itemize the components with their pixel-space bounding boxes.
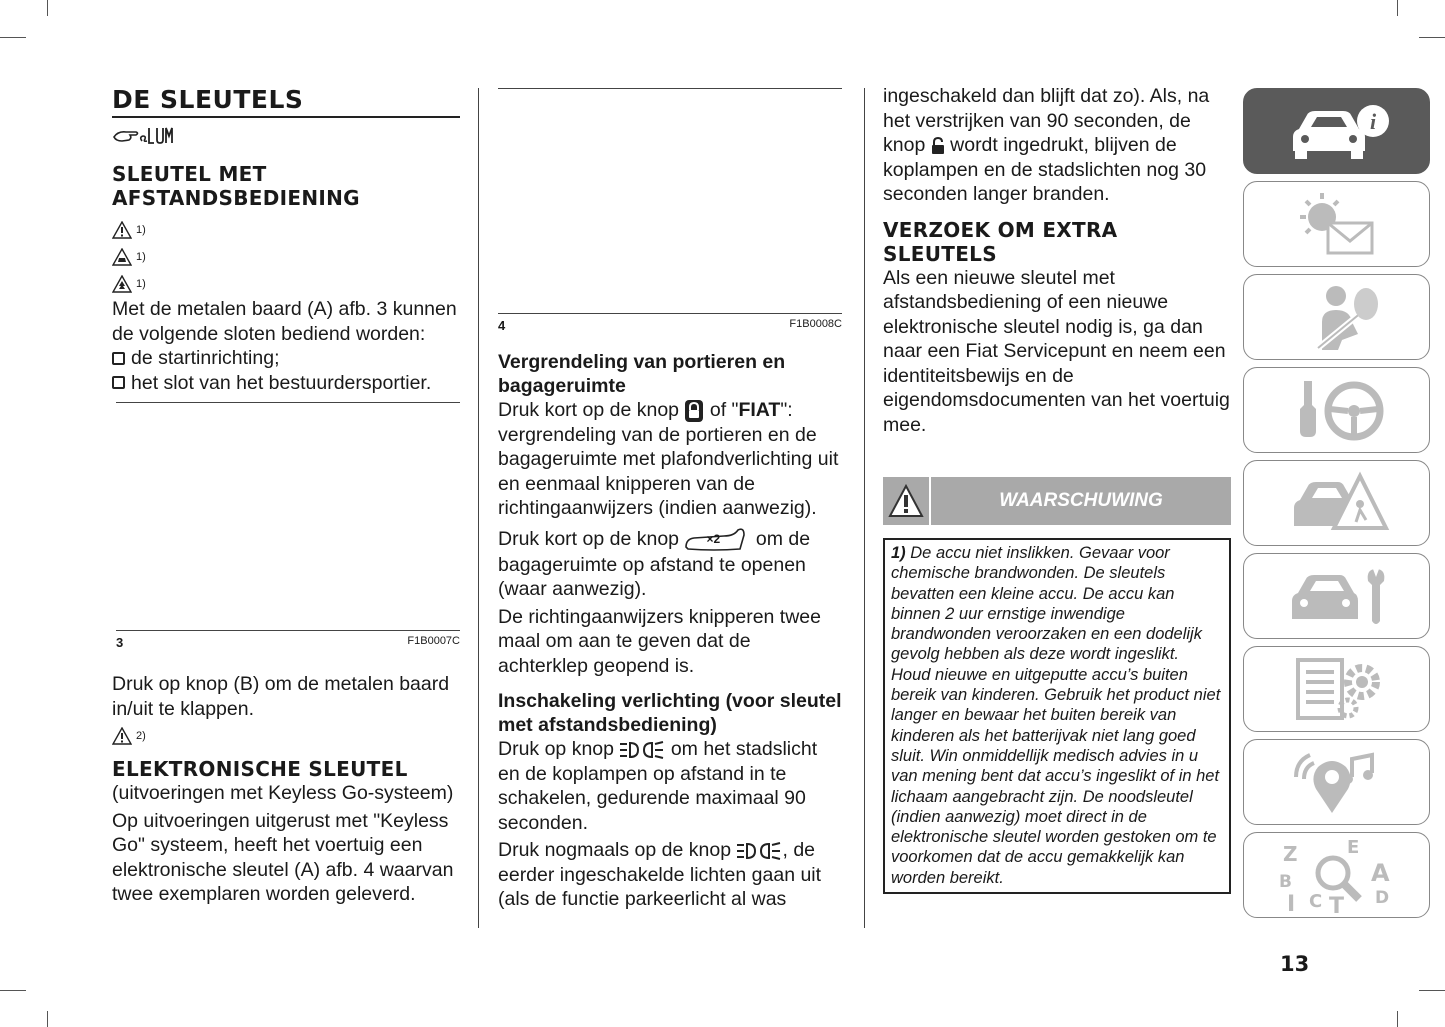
continued-paragraph: ingeschakeld dan blijft dat zo). Als, na het verstrijken van 90 seconden, de knop wordt ingedrukt, blijven de koplampen en de stadslichten nog 30 seconden langer branden. [883,85,1210,205]
crop-mark [0,37,26,38]
index-icon [1277,835,1397,915]
crop-mark [1419,990,1445,991]
crop-mark [1397,1011,1398,1027]
column-2 [498,84,842,912]
index-letter: B [1278,872,1292,892]
index-letter: E [1346,837,1359,858]
column-3 [883,84,1231,894]
maintenance-icon [1282,561,1392,631]
index-letter: I [1286,892,1295,915]
page-title: DE SLEUTELS [112,86,460,118]
list-item: het slot van het bestuurdersportier. [112,371,460,396]
index-letter: T [1328,894,1344,915]
tab-technical-data[interactable] [1243,646,1430,732]
chapter-tabs [1243,88,1430,925]
environment-warning-triangle-icon [112,275,132,293]
checkbox-bullet-icon [112,352,125,365]
warning-reference: 1) [112,266,460,293]
checkbox-bullet-icon [112,376,125,389]
warning-reference: 2) [112,721,460,745]
lock-subtitle: Vergrendeling van portieren en bagageruimte [498,351,786,397]
lights-paragraph-1: Druk op knop om het stadslicht en de koplampen op afstand in te schakelen, gedurende maximaal 90 seconden. [498,738,818,834]
headlight-button-icon [736,840,782,862]
crop-mark [47,1011,48,1027]
extra-keys-paragraph: Als een nieuwe sleutel met afstandsbediening of een nieuwe elektronische sleutel nodig is, ga dan naar een Fiat Servicepunt en neem een identiteitsbewijs en de eigendomsdocumenten van het voertuig mee. [883,266,1230,436]
figure-4-caption: 4 F1B0008C [498,318,842,333]
crop-mark [1419,37,1445,38]
headlight-button-icon [619,739,665,761]
index-letter: A [1370,859,1390,887]
lock-button-icon [684,399,704,423]
tab-maintenance[interactable] [1243,553,1430,639]
keyless-paragraph: Op uitvoeringen uitgerust met "Keyless Go" systeem, heeft het voertuig een elektronische sleutel (A) afb. 4 waarvan twee exemplaren worden geleverd. [112,809,454,905]
figure-3-area [116,402,460,630]
index-letter: D [1374,888,1389,908]
section-title-electronic-key: ELEKTRONISCHE SLEUTEL [112,757,408,781]
tab-multimedia[interactable] [1243,739,1430,825]
intro-paragraph: Met de metalen baard (A) afb. 3 kunnen de volgende sloten bediend worden: [112,298,457,345]
starting-driving-icon [1282,375,1392,445]
figure-3-caption: 3 F1B0007C [116,630,460,650]
column-1 [112,84,460,907]
lights-paragraph-2: Druk nogmaals op de knop , de eerder ingeschakelde lichten gaan uit (als de functie parkeerlicht al was [498,839,822,911]
warning-lights-icon [1282,189,1392,259]
trunk-paragraph: Druk kort op de knop ×2 om de bagageruimte op afstand te openen (waar aanwezig). [498,528,811,601]
warning-reference: 1) [112,212,460,239]
crop-mark [1397,0,1398,16]
tab-index[interactable] [1243,832,1430,918]
car-info-icon [1277,101,1397,161]
tab-warning-lights[interactable] [1243,181,1430,267]
column-divider [864,88,865,928]
page-number: 13 [1280,952,1310,976]
lock-paragraph: Druk kort op de knop of "FIAT": vergrendeling van de portieren en de bagageruimte met plafondverlichting uit en eenmaal knipperen van de richtingaanwijzers (indien aanwezig). [498,399,839,520]
section-title-extra-keys: VERZOEK OM EXTRA SLEUTELS [883,217,1118,266]
multimedia-icon [1282,747,1392,817]
figure-4-area [498,88,842,314]
warning-triangle-icon [883,477,931,525]
warning-triangle-icon [112,727,132,745]
warning-box: 1) De accu niet inslikken. Gevaar voor chemische brandwonden. De sleutels bevatten een kleine accu. De accu kan binnen 2 uur ernstige inwendige brandwonden veroorzaken en een dodelijk gevolg hebben als deze wordt ingeslikt. Houd nieuwe en uitgeputte accu’s buiten bereik van kinderen. Gebruik het product niet langer en bewaar het buiten bereik van kinderen als het batterijvak niet lang goed sluit. Win onmiddellijk medisch advies in u van mening bent dat accu’s ingeslikt of in het lichaam aangebracht zijn. De noodsleutel (indien aanwezig) moet direct in de elektronische sleutel worden gestoken om te voorkomen dat de accu gemakkelijk kan worden bereikt. [883,538,1231,894]
crop-mark [47,0,48,16]
keyless-subtitle: (uitvoeringen met Keyless Go-systeem) [112,782,454,804]
list-item: de startinrichting; [112,346,460,371]
crop-mark [0,990,26,991]
svg-text:i: i [1369,109,1376,134]
tab-car-info[interactable] [1243,88,1430,174]
index-letter: Z [1282,842,1298,866]
warning-reference: 1) [112,239,460,266]
safety-airbag-icon [1282,282,1392,352]
unlock-button-icon [931,137,945,155]
warning-title: WAARSCHUWING [999,490,1163,511]
tab-starting-driving[interactable] [1243,367,1430,453]
blink-paragraph: De richtingaanwijzers knipperen twee maal om aan te geven dat de achterklep geopend is. [498,605,821,677]
lights-subtitle: Inschakeling verlichting (voor sleutel met afstandsbediening) [498,690,842,737]
tab-safety[interactable] [1243,274,1430,360]
fold-paragraph: Druk op knop (B) om de metalen baard in/uit te klappen. [112,673,450,720]
emergency-icon [1282,468,1392,538]
column-divider [478,88,479,928]
warning-header [883,477,1231,525]
car-warning-triangle-icon [112,248,132,266]
index-letter: C [1308,891,1322,912]
key-symbol-icon [112,118,460,154]
technical-data-icon [1282,654,1392,724]
trunk-button-icon: ×2 [684,527,750,553]
warning-triangle-icon [112,221,132,239]
section-title-remote-key: SLEUTEL MET AFSTANDSBEDIENING [112,162,360,210]
tab-emergency[interactable] [1243,460,1430,546]
lock-list [112,346,460,395]
